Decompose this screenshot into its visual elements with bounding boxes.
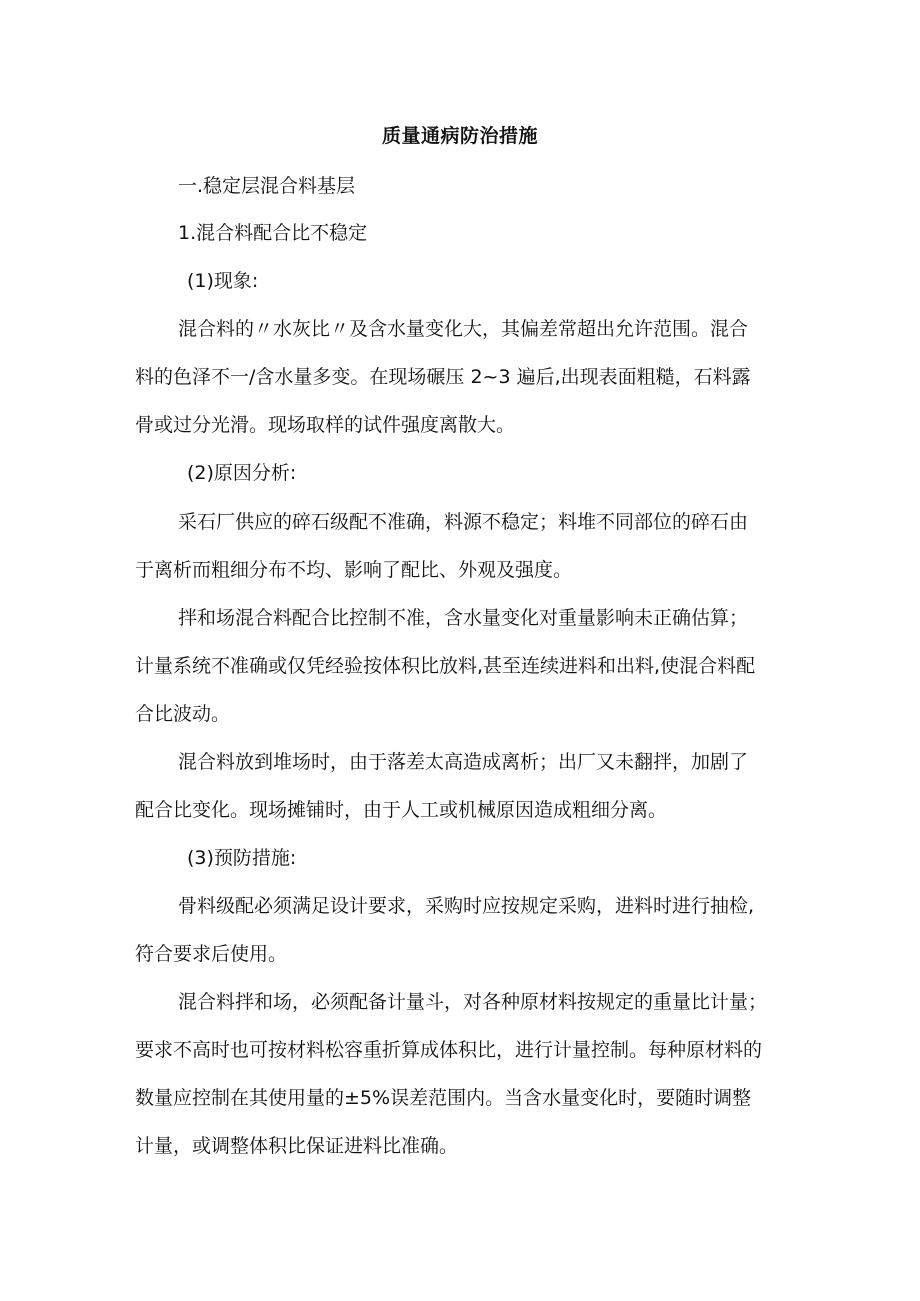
document-title: 质量通病防治措施	[381, 125, 538, 147]
paragraph-line: 拌和场混合料配合比控制不准，含水量变化对重量影响未正确估算；	[178, 607, 749, 629]
item-heading: 1.混合料配合比不稳定	[178, 222, 368, 244]
paragraph-line: 要求不高时也可按材料松容重折算成体积比，进行计量控制。每种原材料的	[135, 1039, 763, 1061]
paragraph-line: 配合比变化。现场摊铺时，由于人工或机械原因造成粗细分离。	[135, 799, 668, 821]
paragraph-line: 于离析而粗细分布不均、影响了配比、外观及强度。	[135, 559, 573, 581]
paragraph-line: 骨或过分光滑。现场取样的试件强度离散大。	[135, 414, 516, 436]
subheading-phenomenon: (1)现象:	[187, 270, 259, 292]
paragraph-line: 混合料的〃水灰比〃及含水量变化大，其偏差常超出允许范围。混合	[178, 318, 749, 340]
paragraph-line: 数量应控制在其使用量的±5%误差范围内。当含水量变化时，要随时调整	[135, 1087, 752, 1109]
paragraph-line: 合比波动。	[135, 703, 231, 725]
paragraph-line: 符合要求后使用。	[135, 943, 288, 965]
paragraph-line: 混合料拌和场，必须配备计量斗，对各种原材料按规定的重量比计量；	[178, 991, 768, 1013]
subheading-prevention: (3)预防措施:	[187, 847, 297, 869]
paragraph-line: 料的色泽不一/含水量多变。在现场碾压 2~3 遍后,出现表面粗糙，石料露	[135, 366, 751, 388]
paragraph-line: 混合料放到堆场时，由于落差太高造成离析；出厂又未翻拌，加剧了	[178, 751, 749, 773]
paragraph-line: 计量系统不准确或仅凭经验按体积比放料,甚至连续进料和出料,使混合料配	[135, 655, 756, 677]
paragraph-line: 计量，或调整体积比保证进料比准确。	[135, 1135, 459, 1157]
paragraph-line: 骨料级配必须满足设计要求，采购时应按规定采购，进料时进行抽检,	[178, 895, 755, 917]
section-heading: 一.稳定层混合料基层	[178, 175, 356, 197]
paragraph-line: 采石厂供应的碎石级配不准确，料源不稳定；料堆不同部位的碎石由	[178, 511, 749, 533]
subheading-cause-analysis: (2)原因分析:	[187, 462, 297, 484]
